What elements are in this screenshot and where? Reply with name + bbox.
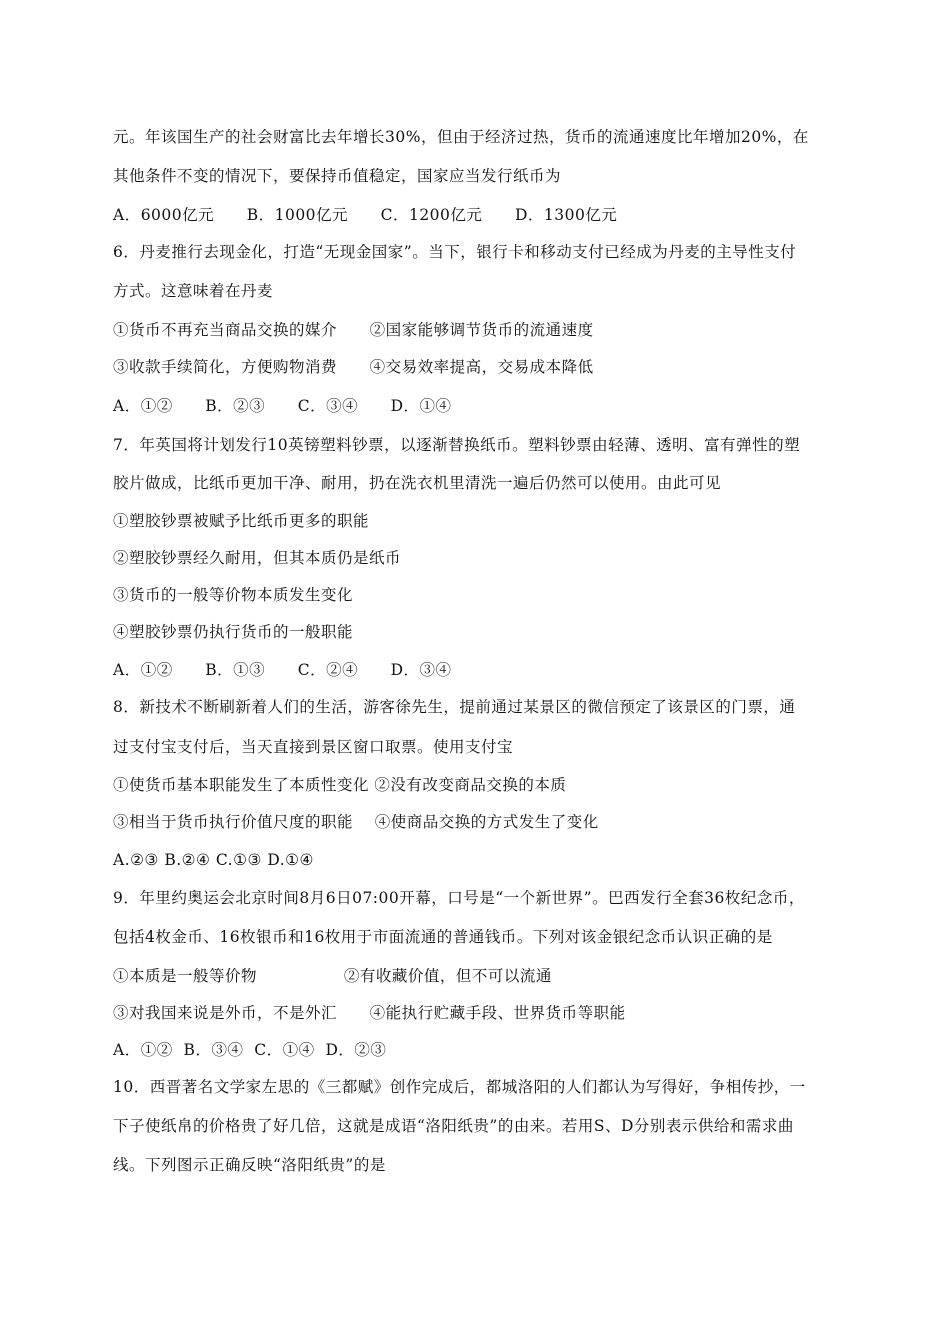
question-8-stem: 8．新技术不断刷新着人们的生活，游客徐先生，提前通过某景区的微信预定了该景区的门票，通 — [113, 698, 796, 716]
text-line: 方式。这意味着在丹麦 — [113, 282, 274, 300]
answer-options: A．①② B．①③ C．②④ D．③④ — [113, 661, 452, 679]
text-line: 包括4枚金币、16枚银币和16枚用于市面流通的普通钱币。下列对该金银纪念币认识正确的是 — [113, 928, 773, 946]
question-9-stem: 9．年里约奥运会北京时间8月6日07:00开幕，口号是“一个新世界”。巴西发行全套36枚纪念币， — [113, 889, 805, 907]
text-line: 元。年该国生产的社会财富比去年增长30%，但由于经济过热，货币的流通速度比年增加20%，在 — [113, 128, 809, 146]
answer-options: A．①② B．②③ C．③④ D．①④ — [113, 397, 452, 415]
text-line: ①本质是一般等价物 ②有收藏价值，但不可以流通 — [113, 967, 552, 985]
text-line: ③对我国来说是外币，不是外汇 ④能执行贮藏手段、世界货币等职能 — [113, 1004, 626, 1022]
text-line: 下子使纸帛的价格贵了好几倍，这就是成语“洛阳纸贵”的由来。若用S、D分别表示供给和需求曲 — [113, 1117, 794, 1135]
text-line: ①货币不再充当商品交换的媒介 ②国家能够调节货币的流通速度 — [113, 321, 594, 339]
answer-options: A.②③ B.②④ C.①③ D.①④ — [113, 851, 314, 869]
text-line: ③收款手续简化，方便购物消费 ④交易效率提高，交易成本降低 — [113, 358, 594, 376]
text-line: ①塑胶钞票被赋予比纸币更多的职能 — [113, 512, 370, 530]
text-line: A．6000亿元 B．1000亿元 C．1200亿元 D．1300亿元 — [113, 206, 618, 224]
text-line: ③货币的一般等价物本质发生变化 — [113, 586, 354, 604]
text-line: 线。下列图示正确反映“洛阳纸贵”的是 — [113, 1156, 386, 1174]
question-10-stem: 10．西晋著名文学家左思的《三都赋》创作完成后，都城洛阳的人们都认为写得好，争相传抄，一 — [113, 1078, 806, 1096]
question-6-stem: 6．丹麦推行去现金化，打造“无现金国家”。当下，银行卡和移动支付已经成为丹麦的主导性支付 — [113, 243, 797, 261]
text-line: 其他条件不变的情况下，要保持币值稳定，国家应当发行纸币为 — [113, 167, 562, 185]
text-line: 过支付宝支付后，当天直接到景区窗口取票。使用支付宝 — [113, 738, 514, 756]
text-line: ①使货币基本职能发生了本质性变化 ②没有改变商品交换的本质 — [113, 776, 567, 794]
answer-options: A．①② B．③④ C．①④ D．②③ — [113, 1041, 387, 1059]
text-line: ④塑胶钞票仍执行货币的一般职能 — [113, 623, 354, 641]
text-line: ②塑胶钞票经久耐用，但其本质仍是纸币 — [113, 549, 402, 567]
text-line: ③相当于货币执行价值尺度的职能 ④使商品交换的方式发生了变化 — [113, 813, 599, 831]
question-7-stem: 7．年英国将计划发行10英镑塑料钞票，以逐渐替换纸币。塑料钞票由轻薄、透明、富有弹性的塑 — [113, 436, 801, 454]
text-line: 胶片做成，比纸币更加干净、耐用，扔在洗衣机里清洗一遍后仍然可以使用。由此可见 — [113, 474, 722, 492]
